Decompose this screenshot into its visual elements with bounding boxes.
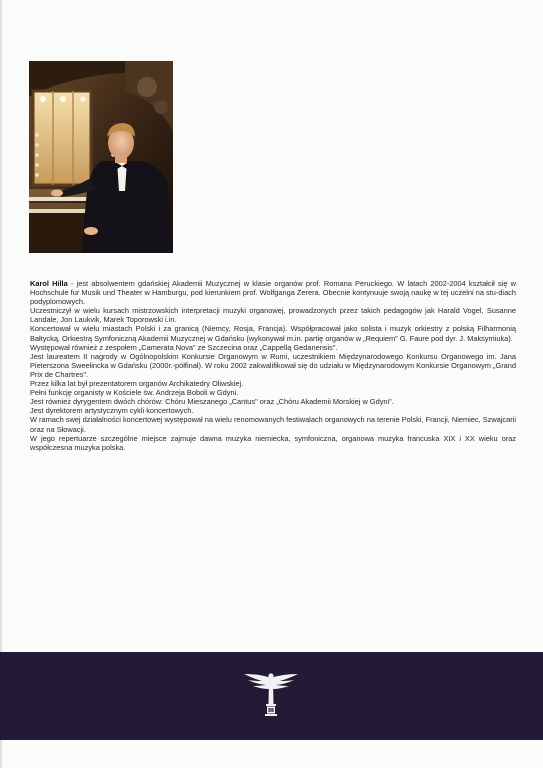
bio-paragraph-9: Jest dyrektorem artystycznym cykli koncertowych.: [30, 406, 194, 416]
bio-paragraph-1-text: - jest absolwentem gdańskiej Akademii Muzycznej w klasie organów prof. Romana Peruckiego. W latach 2002-2004 kształcił się w Hochschule fur Musik und Theater w Hamburgu, pod kierunkiem prof. Wolfganga Zerera. Obecnie kontynuuje swoją naukę w tej uczelni na stu-diach podyplomowych.: [30, 279, 516, 307]
bio-paragraph-4: Występował również z zespołem „Camerata Nova" ze Szczecina oraz „Cappellą Gedanensis".: [30, 342, 338, 352]
bio-paragraph-10: W ramach swej działalności koncertowej występował na wielu renomowanych festiwalach organowych na terenie Polski, Francji, Niemiec, Szwajcarii oraz na Słowacji.: [30, 415, 516, 434]
organist-portrait-photo-icon: [29, 61, 173, 253]
biography-text: [30, 279, 516, 452]
bio-paragraph-3: Koncertował w wielu miastach Polski i za granicą (Niemcy, Rosja, Francja). Współpracował jako solista i muzyk orkiestry z polską Filharmonią Bałtycką, Orkiestrą Symfoniczną Akademii Muzycznej w Gdańsku (wykonywał m.in. partię organów w „Requiem" G. Faure pod dyr. J. Maksymiuka).: [30, 324, 516, 343]
bio-paragraph-2: Uczestniczył w wielu kursach mistrzowskich interpretacji muzyki organowej, prowadzonych przez takich pedagogów jak Harald Vogel, Susanne Landale, Jon Laukvik, Marek Toporowski i.in.: [30, 306, 516, 325]
bio-paragraph-8: Jest również dyrygentem dwóch chórów: Chóru Mieszanego „Cantus" oraz „Chóru Akademii Morskiej w Gdyni".: [30, 397, 394, 407]
bio-paragraph-6: Przez kilka lat był prezentatorem organów Archikatedry Oliwskiej.: [30, 379, 244, 389]
bio-paragraph-7: Pełni funkcję organisty w Kościele św. Andrzeja Boboli w Gdyni.: [30, 388, 239, 398]
bio-paragraph-5: Jest laureatem II nagrody w Ogólnopolskim Konkursie Organowym w Rumi, uczestnikiem Międzynarodowego Konkursu Organowego im. Jana Pieterszona Sweelincka w Gdańsku (2000r.-półfinał). W roku 2002 zakwalifikował się do udziału w Międzynarodowym Konkursie Organowym „Grand Prix de Chartres".: [30, 351, 516, 379]
winged-figure-logo-icon: [242, 668, 300, 724]
bio-paragraph-1: [30, 279, 516, 306]
artist-name: Karol Hilla: [30, 279, 68, 288]
bio-paragraph-11: W jego repertuarze szczególne miejsce zajmuje dawna muzyka niemiecka, symfoniczna, organowa muzyka francuska XIX i XX wieku oraz współczesna muzyka polska.: [30, 433, 516, 452]
organist-photo: [29, 61, 173, 253]
